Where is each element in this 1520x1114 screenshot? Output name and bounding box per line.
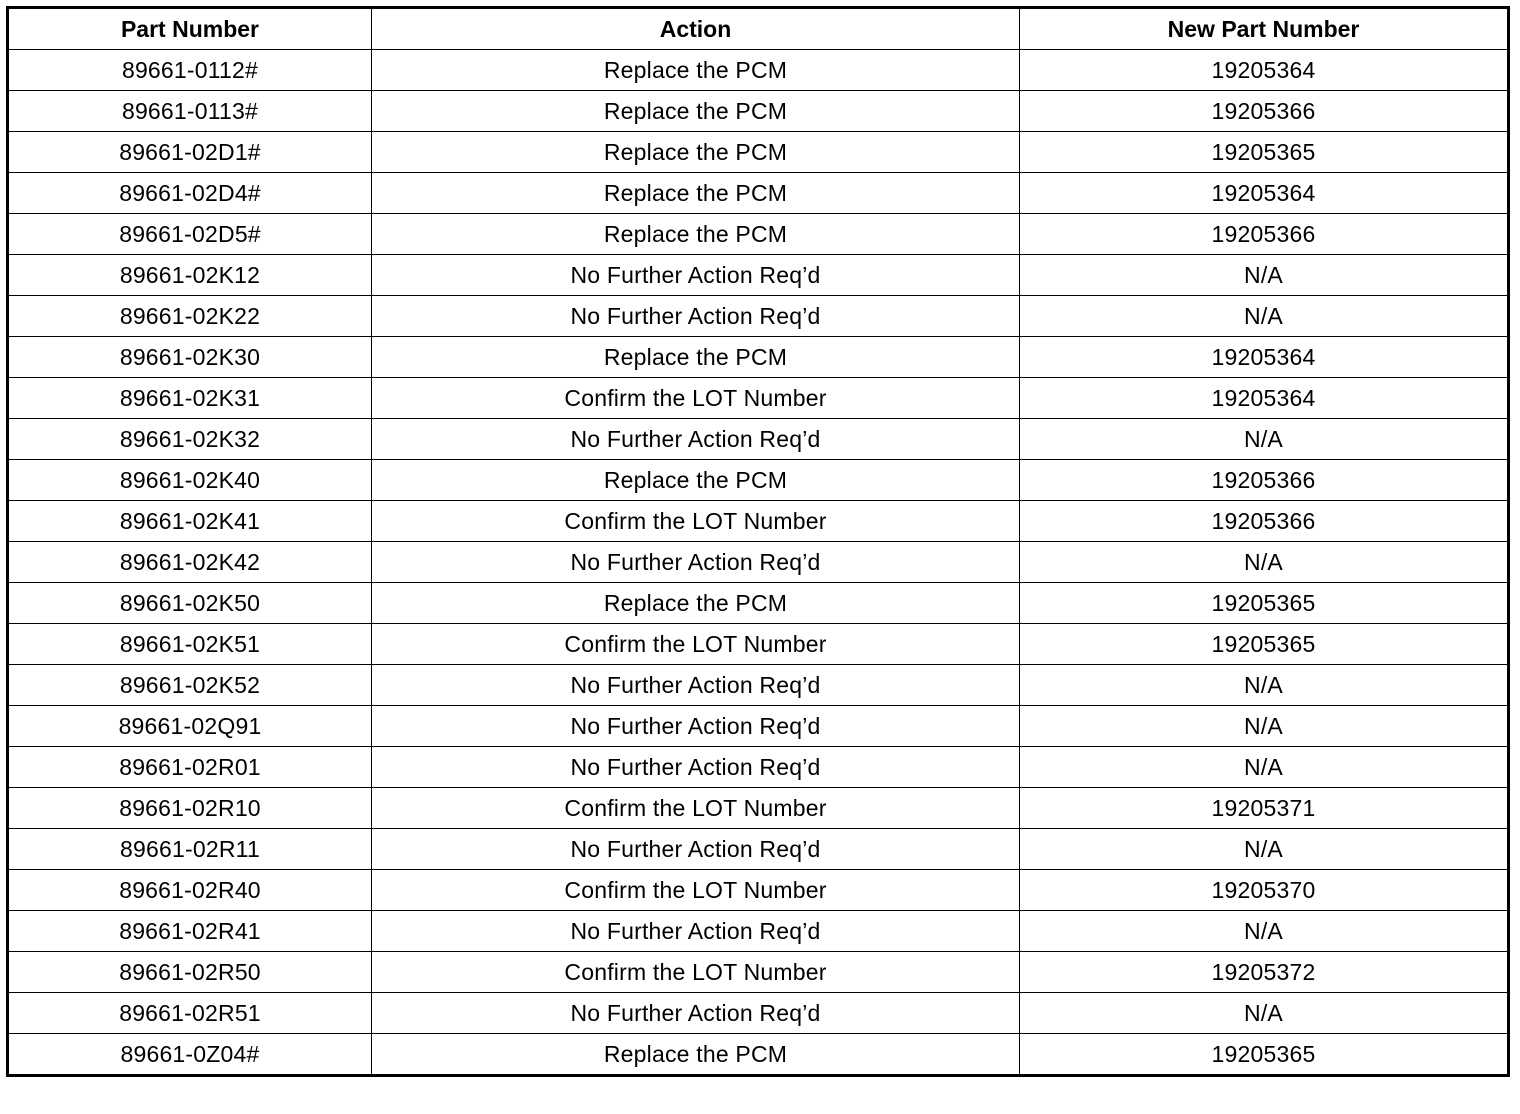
table-row [8, 337, 1509, 378]
cell-part-number: 89661-02K50 [8, 583, 372, 624]
cell-new-part-number: 19205364 [1020, 337, 1509, 378]
cell-part-number: 89661-02R01 [8, 747, 372, 788]
cell-part-number: 89661-02K52 [8, 665, 372, 706]
cell-part-number: 89661-02R51 [8, 993, 372, 1034]
parts-table [6, 6, 1510, 1077]
table-row [8, 50, 1509, 91]
cell-new-part-number: 19205370 [1020, 870, 1509, 911]
cell-part-number: 89661-02R10 [8, 788, 372, 829]
cell-new-part-number: N/A [1020, 706, 1509, 747]
table-row [8, 952, 1509, 993]
table-row [8, 378, 1509, 419]
cell-action: Replace the PCM [372, 50, 1020, 91]
cell-new-part-number: N/A [1020, 296, 1509, 337]
cell-new-part-number: N/A [1020, 255, 1509, 296]
cell-part-number: 89661-0113# [8, 91, 372, 132]
cell-part-number: 89661-02K40 [8, 460, 372, 501]
cell-action: No Further Action Req’d [372, 296, 1020, 337]
cell-part-number: 89661-0Z04# [8, 1034, 372, 1076]
header-part-number: Part Number [8, 8, 372, 50]
table-row [8, 829, 1509, 870]
cell-part-number: 89661-02D4# [8, 173, 372, 214]
table-row [8, 501, 1509, 542]
cell-action: No Further Action Req’d [372, 255, 1020, 296]
cell-part-number: 89661-0112# [8, 50, 372, 91]
cell-new-part-number: 19205364 [1020, 173, 1509, 214]
table-row [8, 624, 1509, 665]
cell-action: Replace the PCM [372, 1034, 1020, 1076]
cell-new-part-number: 19205365 [1020, 583, 1509, 624]
cell-action: Replace the PCM [372, 460, 1020, 501]
cell-part-number: 89661-02K32 [8, 419, 372, 460]
cell-part-number: 89661-02K41 [8, 501, 372, 542]
cell-action: Replace the PCM [372, 91, 1020, 132]
table-row [8, 706, 1509, 747]
table-row [8, 870, 1509, 911]
cell-part-number: 89661-02Q91 [8, 706, 372, 747]
cell-part-number: 89661-02K30 [8, 337, 372, 378]
table-body [8, 50, 1509, 1076]
header-new-part-number: New Part Number [1020, 8, 1509, 50]
table-row [8, 419, 1509, 460]
cell-action: Replace the PCM [372, 173, 1020, 214]
table-row [8, 91, 1509, 132]
cell-part-number: 89661-02R11 [8, 829, 372, 870]
cell-new-part-number: 19205372 [1020, 952, 1509, 993]
cell-action: No Further Action Req’d [372, 542, 1020, 583]
cell-part-number: 89661-02K31 [8, 378, 372, 419]
header-row [8, 8, 1509, 50]
table-row [8, 911, 1509, 952]
cell-new-part-number: N/A [1020, 911, 1509, 952]
table-row [8, 460, 1509, 501]
cell-action: Replace the PCM [372, 214, 1020, 255]
cell-action: No Further Action Req’d [372, 829, 1020, 870]
cell-new-part-number: N/A [1020, 829, 1509, 870]
cell-new-part-number: 19205366 [1020, 214, 1509, 255]
cell-new-part-number: N/A [1020, 542, 1509, 583]
cell-part-number: 89661-02D5# [8, 214, 372, 255]
cell-part-number: 89661-02K12 [8, 255, 372, 296]
cell-new-part-number: N/A [1020, 747, 1509, 788]
table-row [8, 788, 1509, 829]
table-row [8, 173, 1509, 214]
cell-action: Confirm the LOT Number [372, 501, 1020, 542]
cell-part-number: 89661-02R50 [8, 952, 372, 993]
table-row [8, 665, 1509, 706]
cell-new-part-number: 19205365 [1020, 1034, 1509, 1076]
cell-action: Confirm the LOT Number [372, 788, 1020, 829]
cell-action: No Further Action Req’d [372, 419, 1020, 460]
cell-part-number: 89661-02R40 [8, 870, 372, 911]
cell-new-part-number: 19205365 [1020, 624, 1509, 665]
cell-action: Confirm the LOT Number [372, 624, 1020, 665]
cell-action: Replace the PCM [372, 132, 1020, 173]
cell-action: Confirm the LOT Number [372, 870, 1020, 911]
table-header [8, 8, 1509, 50]
cell-part-number: 89661-02K22 [8, 296, 372, 337]
table-row [8, 747, 1509, 788]
cell-action: Replace the PCM [372, 583, 1020, 624]
cell-action: No Further Action Req’d [372, 665, 1020, 706]
cell-new-part-number: 19205365 [1020, 132, 1509, 173]
cell-new-part-number: 19205371 [1020, 788, 1509, 829]
cell-action: No Further Action Req’d [372, 747, 1020, 788]
cell-action: Replace the PCM [372, 337, 1020, 378]
cell-new-part-number: 19205366 [1020, 91, 1509, 132]
cell-action: No Further Action Req’d [372, 993, 1020, 1034]
table-row [8, 993, 1509, 1034]
cell-new-part-number: N/A [1020, 993, 1509, 1034]
table-row [8, 542, 1509, 583]
cell-new-part-number: 19205366 [1020, 460, 1509, 501]
cell-new-part-number: 19205366 [1020, 501, 1509, 542]
table-row [8, 1034, 1509, 1076]
cell-part-number: 89661-02R41 [8, 911, 372, 952]
table-row [8, 296, 1509, 337]
cell-action: Confirm the LOT Number [372, 378, 1020, 419]
cell-action: Confirm the LOT Number [372, 952, 1020, 993]
cell-action: No Further Action Req’d [372, 911, 1020, 952]
cell-new-part-number: 19205364 [1020, 50, 1509, 91]
table-row [8, 214, 1509, 255]
cell-new-part-number: N/A [1020, 665, 1509, 706]
cell-part-number: 89661-02K42 [8, 542, 372, 583]
cell-part-number: 89661-02D1# [8, 132, 372, 173]
table-row [8, 583, 1509, 624]
cell-new-part-number: N/A [1020, 419, 1509, 460]
cell-new-part-number: 19205364 [1020, 378, 1509, 419]
table-row [8, 132, 1509, 173]
cell-action: No Further Action Req’d [372, 706, 1020, 747]
table-row [8, 255, 1509, 296]
header-action: Action [372, 8, 1020, 50]
cell-part-number: 89661-02K51 [8, 624, 372, 665]
